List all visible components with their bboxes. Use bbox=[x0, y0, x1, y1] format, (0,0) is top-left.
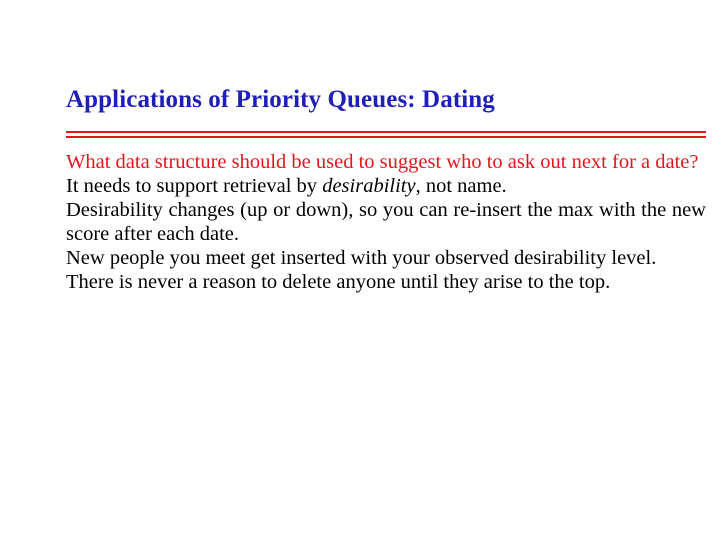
retrieval-paragraph bbox=[66, 174, 706, 198]
desirability-change-paragraph: Desirability changes (up or down), so you can re-insert the max with the new score after each date. bbox=[66, 199, 706, 245]
retrieval-text-before: It needs to support retrieval by bbox=[66, 175, 323, 197]
title-underline-bottom bbox=[66, 136, 706, 138]
question-paragraph: What data structure should be used to suggest who to ask out next for a date? bbox=[66, 151, 699, 173]
slide-body bbox=[66, 150, 706, 294]
slide-title: Applications of Priority Queues: Dating bbox=[66, 86, 495, 113]
title-underline-top bbox=[66, 131, 706, 133]
desirability-emphasis: desirability bbox=[322, 175, 416, 197]
retrieval-text-after: , not name. bbox=[415, 175, 507, 197]
delete-paragraph: There is never a reason to delete anyone until they arise to the top. bbox=[66, 271, 611, 293]
new-people-paragraph: New people you meet get inserted with your observed desirability level. bbox=[66, 247, 657, 269]
